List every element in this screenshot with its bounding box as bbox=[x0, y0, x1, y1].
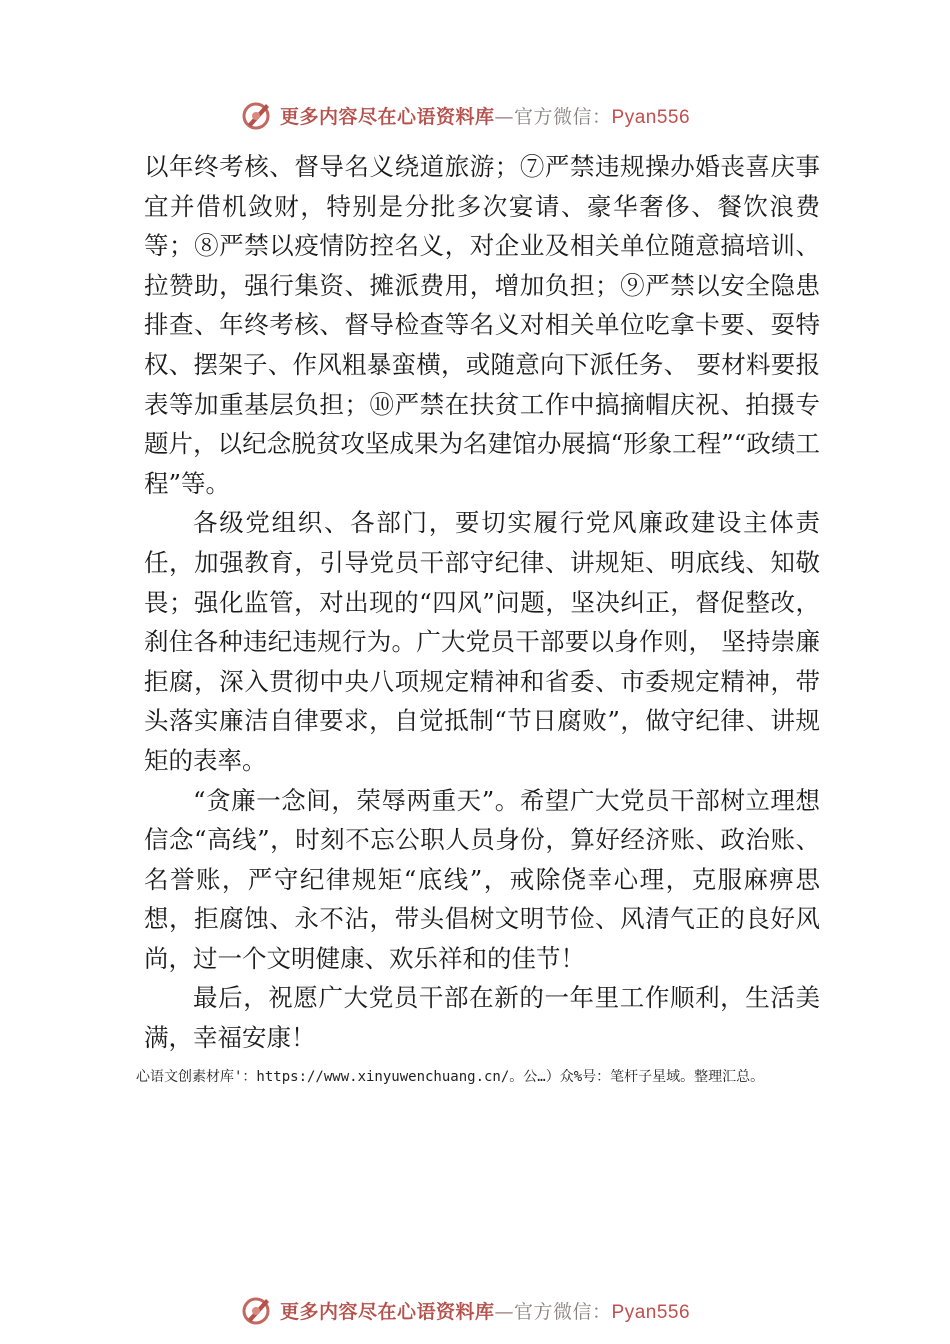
xinyu-logo-icon bbox=[240, 1293, 274, 1327]
brand-text: 更多内容尽在心语资料库 bbox=[280, 1300, 495, 1323]
official-label: 官方微信： bbox=[514, 1300, 612, 1323]
paragraph: 最后，祝愿广大党员干部在新的一年里工作顺利，生活美满，幸福安康！ bbox=[144, 983, 820, 1053]
paragraph-continued: 以年终考核、督导名义绕道旅游；⑦严禁违规操办婚丧喜庆事宜并借机敛财，特别是分批多次宴请、豪华奢侈、餐饮浪费等；⑧严禁以疫情防控名义，对企业及相关单位随意搞培训、拉赞助，强行集资、摊派费用，增加负担；⑨严禁以安全隐患排查、年终考核、督导检查等名义对相关单位吃拿卡要、耍特权、摆架子、作风粗暴蛮横，或随意向下派任务、 要材料要报表等加重基层负担；⑩严禁在扶贫工作中搞摘帽庆祝、拍摄专题片，以纪念脱贫攻坚成果为名建馆办展搞“形象工程”“政绩工程”等。 bbox=[144, 152, 820, 498]
banner-separator: — bbox=[494, 1300, 515, 1323]
wechat-id: Pyan556 bbox=[611, 106, 691, 128]
wechat-id: Pyan556 bbox=[611, 1301, 691, 1323]
brand-text: 更多内容尽在心语资料库 bbox=[280, 105, 495, 128]
paragraph: 各级党组织、各部门，要切实履行党风廉政建设主体责任，加强教育，引导党员干部守纪律、讲规矩、明底线、知敬畏；强化监管，对出现的“四风”问题，坚决纠正，督促整改，刹住各种违纪违规行为。广大党员干部要以身作则， 坚持崇廉拒腐，深入贯彻中央八项规定精神和省委、市委规定精神，带头落实廉洁自律要求，自觉抵制“节日腐败”，做守纪律、讲规矩的表率。 bbox=[144, 508, 820, 775]
banner-text bbox=[280, 102, 690, 129]
banner-separator: — bbox=[494, 105, 515, 128]
footer-banner bbox=[240, 1290, 760, 1330]
document-body bbox=[144, 147, 820, 1058]
source-footnote: 心语文创素材库'：https://www.xinyuwenchuang.cn/。公…）众%号：笔杆子星域。整理汇总。 bbox=[136, 1069, 765, 1085]
xinyu-logo-icon bbox=[240, 98, 274, 132]
banner-text bbox=[280, 1297, 690, 1324]
header-banner bbox=[240, 95, 760, 135]
paragraph: “贪廉一念间，荣辱两重天”。希望广大党员干部树立理想信念“高线”，时刻不忘公职人员身份，算好经济账、政治账、名誉账，严守纪律规矩“底线”，戒除侥幸心理，克服麻痹思想，拒腐蚀、永不沾，带头倡树文明节俭、风清气正的良好风尚，过一个文明健康、欢乐祥和的佳节！ bbox=[144, 785, 820, 973]
official-label: 官方微信： bbox=[514, 105, 612, 128]
